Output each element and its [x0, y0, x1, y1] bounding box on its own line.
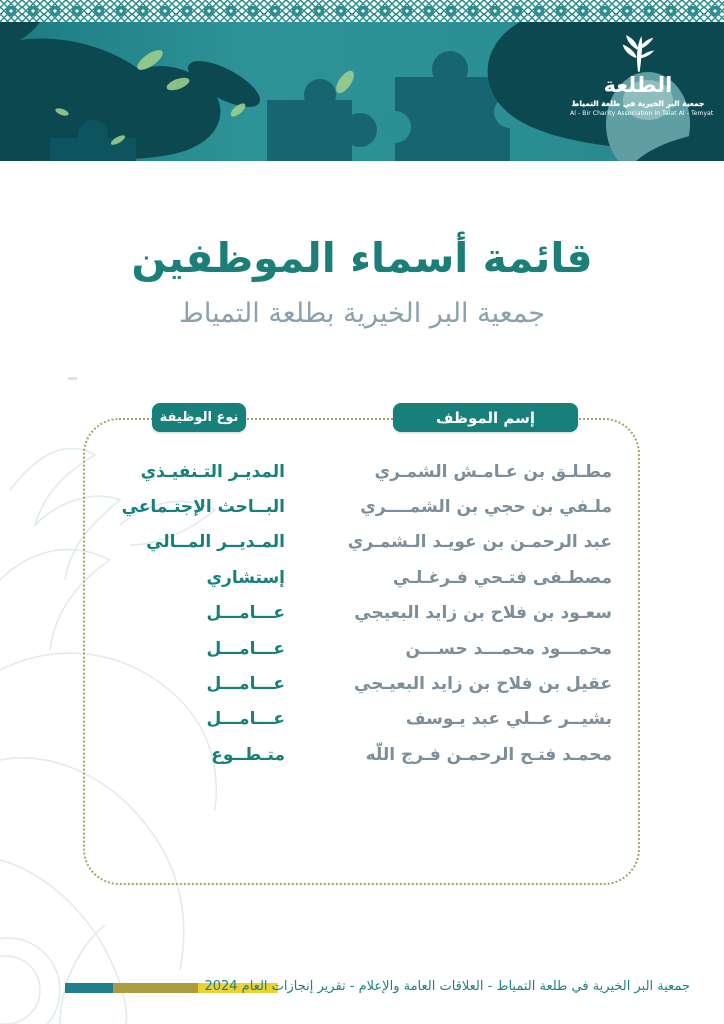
table-row	[95, 489, 612, 524]
employee-name: محمـد فتـح الرحمـن فـرج اللّه	[365, 744, 612, 765]
employee-job: عـــامـــل	[206, 674, 285, 695]
table-row	[95, 702, 612, 737]
employee-job: المديـر التـنفيـذي	[140, 461, 285, 482]
employee-name: ملـفي بن حجي بن الشمــــري	[360, 497, 612, 518]
employee-name: مصطـفى فتـحي فـرغـلـي	[392, 567, 612, 588]
employee-name: سعـود بن فلاح بن زايد البعيجي	[354, 603, 612, 624]
table-row	[95, 454, 612, 489]
employee-name: عقيل بن فلاح بن زايد البعيـجي	[354, 674, 612, 695]
employee-name: عبد الرحمـن بن عويـد الـشمـري	[347, 532, 612, 553]
hero-photo	[0, 22, 724, 161]
employee-job: عـــامـــل	[206, 709, 285, 730]
employee-name: مطـلـق بن عـامـش الشمـري	[374, 461, 612, 482]
palm-emblem-icon	[621, 32, 655, 74]
logo-name-english: Al - Bir Charity Association in Talat Al - Temyat	[570, 110, 714, 118]
employee-job: البــاحث الإجتـماعي	[121, 497, 285, 518]
employee-name: محمـــود محمـــد حســـن	[405, 638, 612, 659]
table-row	[95, 631, 612, 666]
job-column-header: نوع الوظيفة	[152, 403, 246, 432]
table-row	[95, 737, 612, 772]
table-row	[95, 525, 612, 560]
employee-job: عـــامـــل	[206, 638, 285, 659]
page-subtitle: جمعية البر الخيرية بطلعة التمياط	[178, 298, 546, 329]
employee-job: متـطــوع	[211, 744, 285, 765]
ornament-band	[0, 0, 724, 22]
footer-caption: جمعية البر الخيرية في طلعة التمياط - العلاقات العامة والإعلام - تقرير إنجازات العام 2024	[204, 979, 690, 994]
table-row	[95, 560, 612, 595]
table-row	[95, 596, 612, 631]
employee-job: إستشاري	[206, 567, 285, 588]
employee-job: عـــامـــل	[206, 603, 285, 624]
page-title: قائمة أسماء الموظفين	[131, 234, 593, 282]
tiny-dash-mark	[68, 377, 77, 380]
employee-rows	[95, 454, 612, 773]
employee-name: بشيــر عــلي عبد يـوسف	[405, 709, 612, 730]
charity-logo	[570, 32, 714, 118]
footer-bar-teal	[65, 983, 113, 993]
table-row	[95, 666, 612, 701]
name-column-header: إسم الموظف	[393, 403, 578, 432]
logo-calligraphy: جمعية البر الخيرية في طلعة التمياط	[571, 99, 705, 109]
footer-bar-olive	[113, 983, 198, 993]
logo-name-arabic: الطلعة	[603, 73, 673, 97]
employee-job: المـديــر المــالي	[146, 532, 285, 553]
